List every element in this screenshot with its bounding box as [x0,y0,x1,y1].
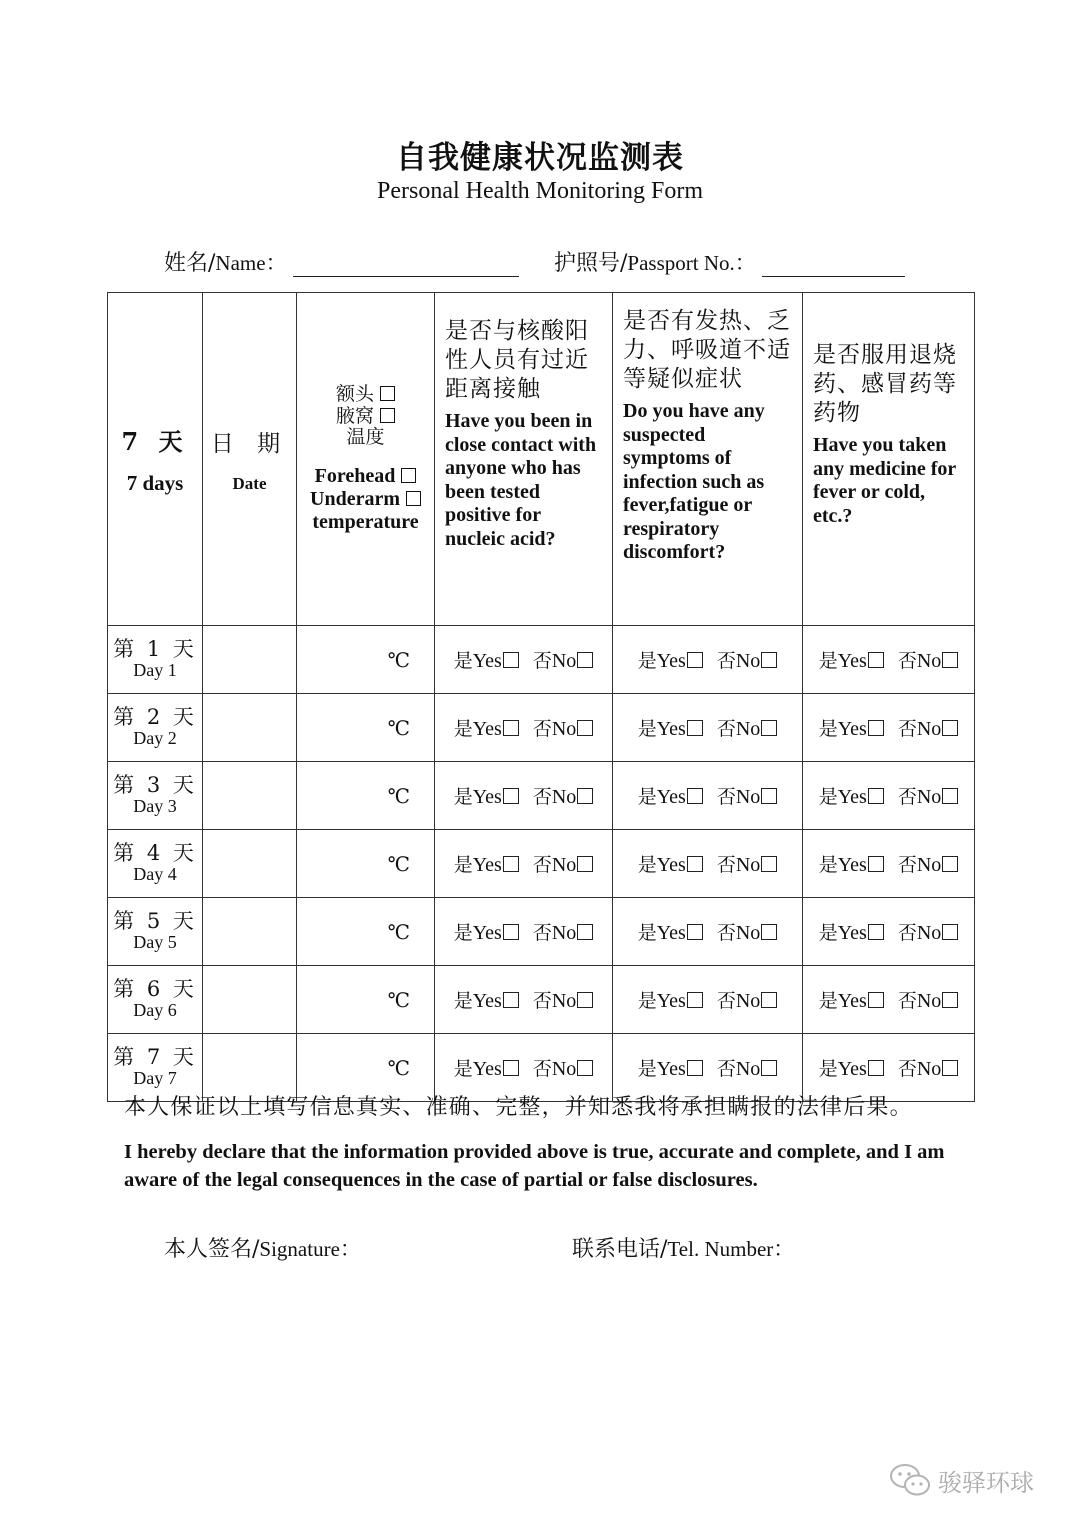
yes-no-cell [613,694,803,762]
yes-no-cell [613,830,803,898]
no-option[interactable]: 否No [533,648,593,672]
yes-option[interactable]: 是Yes [819,988,884,1012]
yes-no-cell [435,898,613,966]
no-option[interactable]: 否No [717,784,777,808]
yes-checkbox[interactable] [687,1060,703,1076]
yes-no-cell [613,626,803,694]
yes-checkbox[interactable] [687,856,703,872]
no-checkbox[interactable] [761,788,777,804]
date-cell[interactable] [203,966,297,1034]
day-label: 第 7 天 Day 7 [108,1034,203,1102]
header-close-contact: 是否与核酸阳性人员有过近距离接触 Have you been in close contact with anyone who has been tested positive for nucleic acid? [435,293,613,626]
no-checkbox[interactable] [577,1060,593,1076]
yes-no-cell [803,898,975,966]
yes-option[interactable]: 是Yes [819,716,884,740]
no-checkbox[interactable] [942,720,958,736]
yes-checkbox[interactable] [503,1060,519,1076]
table-row [108,626,975,694]
yes-option[interactable]: 是Yes [454,920,519,944]
temperature-cell[interactable]: ℃ [297,966,435,1034]
passport-blank[interactable] [762,250,905,277]
yes-checkbox[interactable] [868,992,884,1008]
day-label: 第 4 天 Day 4 [108,830,203,898]
yes-option[interactable]: 是Yes [638,716,703,740]
temperature-cell[interactable]: ℃ [297,1034,435,1102]
table-row [108,694,975,762]
forehead-checkbox[interactable] [380,386,395,401]
yes-no-cell [613,898,803,966]
date-cell[interactable] [203,830,297,898]
yes-no-cell [803,966,975,1034]
yes-checkbox[interactable] [503,652,519,668]
yes-checkbox[interactable] [687,992,703,1008]
no-option[interactable]: 否No [898,1056,958,1080]
no-checkbox[interactable] [761,856,777,872]
day-label: 第 3 天 Day 3 [108,762,203,830]
no-option[interactable]: 否No [898,784,958,808]
no-option[interactable]: 否No [717,648,777,672]
passport-field [554,246,905,277]
no-option[interactable]: 否No [717,716,777,740]
yes-option[interactable]: 是Yes [638,852,703,876]
yes-option[interactable]: 是Yes [638,988,703,1012]
no-checkbox[interactable] [942,856,958,872]
form-title-en: Personal Health Monitoring Form [377,178,703,204]
header-temperature: 额头 腋窝 温度 Forehead Underarm temperature [297,293,435,626]
name-field [164,246,519,277]
temperature-cell[interactable]: ℃ [297,626,435,694]
header-symptoms: 是否有发热、乏力、呼吸道不适等疑似症状 Do you have any suspected symptoms of infection such as fever,fatigue or respiratory discomfort? [613,293,803,626]
yes-no-cell [803,762,975,830]
no-checkbox[interactable] [577,992,593,1008]
yes-checkbox[interactable] [503,924,519,940]
no-checkbox[interactable] [761,720,777,736]
no-checkbox[interactable] [577,924,593,940]
yes-checkbox[interactable] [687,652,703,668]
no-checkbox[interactable] [577,652,593,668]
no-option[interactable]: 否No [898,920,958,944]
passport-label: 护照号/Passport No.： [554,251,756,276]
date-cell[interactable] [203,626,297,694]
no-option[interactable]: 否No [898,988,958,1012]
yes-option[interactable]: 是Yes [454,648,519,672]
monitoring-table [107,292,975,1102]
forehead-checkbox-en[interactable] [401,468,416,483]
yes-checkbox[interactable] [868,720,884,736]
temperature-cell[interactable]: ℃ [297,830,435,898]
yes-no-cell [435,762,613,830]
no-option[interactable]: 否No [533,920,593,944]
yes-no-cell [803,626,975,694]
yes-option[interactable]: 是Yes [819,648,884,672]
table-row [108,830,975,898]
yes-option[interactable]: 是Yes [454,716,519,740]
day-label: 第 1 天 Day 1 [108,626,203,694]
no-option[interactable]: 否No [898,852,958,876]
yes-option[interactable]: 是Yes [454,784,519,808]
yes-no-cell [613,762,803,830]
no-option[interactable]: 否No [717,988,777,1012]
no-option[interactable]: 否No [533,716,593,740]
temperature-cell[interactable]: ℃ [297,898,435,966]
no-option[interactable]: 否No [898,716,958,740]
declaration-en: I hereby declare that the information provided above is true, accurate and complete, and I am aware of the legal consequences in the case of partial or false disclosures. [124,1141,945,1191]
header-days: 7 天 7 days [108,293,203,626]
table-row [108,898,975,966]
yes-no-cell [435,966,613,1034]
yes-checkbox[interactable] [503,992,519,1008]
date-cell[interactable] [203,898,297,966]
no-option[interactable]: 否No [533,852,593,876]
yes-checkbox[interactable] [868,1060,884,1076]
no-option[interactable]: 否No [533,988,593,1012]
yes-checkbox[interactable] [687,924,703,940]
form-title-zh: 自我健康状况监测表 [396,140,684,176]
yes-option[interactable]: 是Yes [638,1056,703,1080]
yes-checkbox[interactable] [868,788,884,804]
no-checkbox[interactable] [577,720,593,736]
yes-checkbox[interactable] [687,720,703,736]
yes-no-cell [435,694,613,762]
wechat-icon [888,1462,932,1498]
temperature-cell[interactable]: ℃ [297,762,435,830]
header-date: 日 期 Date [203,293,297,626]
no-checkbox[interactable] [942,652,958,668]
no-option[interactable]: 否No [717,852,777,876]
day-label: 第 5 天 Day 5 [108,898,203,966]
no-option[interactable]: 否No [717,1056,777,1080]
day-label: 第 2 天 Day 2 [108,694,203,762]
no-checkbox[interactable] [577,856,593,872]
no-checkbox[interactable] [942,1060,958,1076]
yes-option[interactable]: 是Yes [638,648,703,672]
underarm-checkbox[interactable] [380,408,395,423]
temperature-cell[interactable]: ℃ [297,694,435,762]
yes-checkbox[interactable] [868,652,884,668]
date-cell[interactable] [203,694,297,762]
yes-option[interactable]: 是Yes [819,1056,884,1080]
yes-option[interactable]: 是Yes [819,784,884,808]
date-cell[interactable] [203,762,297,830]
yes-no-cell [435,830,613,898]
yes-checkbox[interactable] [503,856,519,872]
watermark-text: 骏驿环球 [938,1468,1034,1497]
table-row [108,966,975,1034]
yes-option[interactable]: 是Yes [638,784,703,808]
header-medicine: 是否服用退烧药、感冒药等药物 Have you taken any medicine for fever or cold, etc.? [803,293,975,626]
yes-no-cell [803,694,975,762]
yes-checkbox[interactable] [503,720,519,736]
no-option[interactable]: 否No [533,784,593,808]
name-label: 姓名/Name： [164,251,287,276]
yes-option[interactable]: 是Yes [819,852,884,876]
declaration-zh: 本人保证以上填写信息真实、准确、完整，并知悉我将承担瞒报的法律后果。 [124,1095,913,1120]
no-checkbox[interactable] [761,652,777,668]
yes-checkbox[interactable] [687,788,703,804]
underarm-checkbox-en[interactable] [406,491,421,506]
yes-option[interactable]: 是Yes [454,1056,519,1080]
day-label: 第 6 天 Day 6 [108,966,203,1034]
yes-checkbox[interactable] [868,924,884,940]
no-checkbox[interactable] [942,992,958,1008]
yes-checkbox[interactable] [868,856,884,872]
table-row [108,762,975,830]
name-blank[interactable] [293,250,519,277]
no-option[interactable]: 否No [717,920,777,944]
tel-label[interactable]: 联系电话/Tel. Number： [572,1237,795,1262]
table-header-row [108,293,975,626]
yes-no-cell [435,626,613,694]
yes-option[interactable]: 是Yes [638,920,703,944]
yes-checkbox[interactable] [503,788,519,804]
yes-no-cell [803,830,975,898]
yes-option[interactable]: 是Yes [454,988,519,1012]
no-checkbox[interactable] [577,788,593,804]
no-checkbox[interactable] [942,924,958,940]
yes-option[interactable]: 是Yes [454,852,519,876]
yes-option[interactable]: 是Yes [819,920,884,944]
signature-label[interactable]: 本人签名/Signature： [164,1237,361,1262]
yes-no-cell [613,966,803,1034]
no-option[interactable]: 否No [898,648,958,672]
no-checkbox[interactable] [761,924,777,940]
watermark [888,1462,1034,1498]
no-option[interactable]: 否No [533,1056,593,1080]
no-checkbox[interactable] [761,1060,777,1076]
no-checkbox[interactable] [942,788,958,804]
no-checkbox[interactable] [761,992,777,1008]
